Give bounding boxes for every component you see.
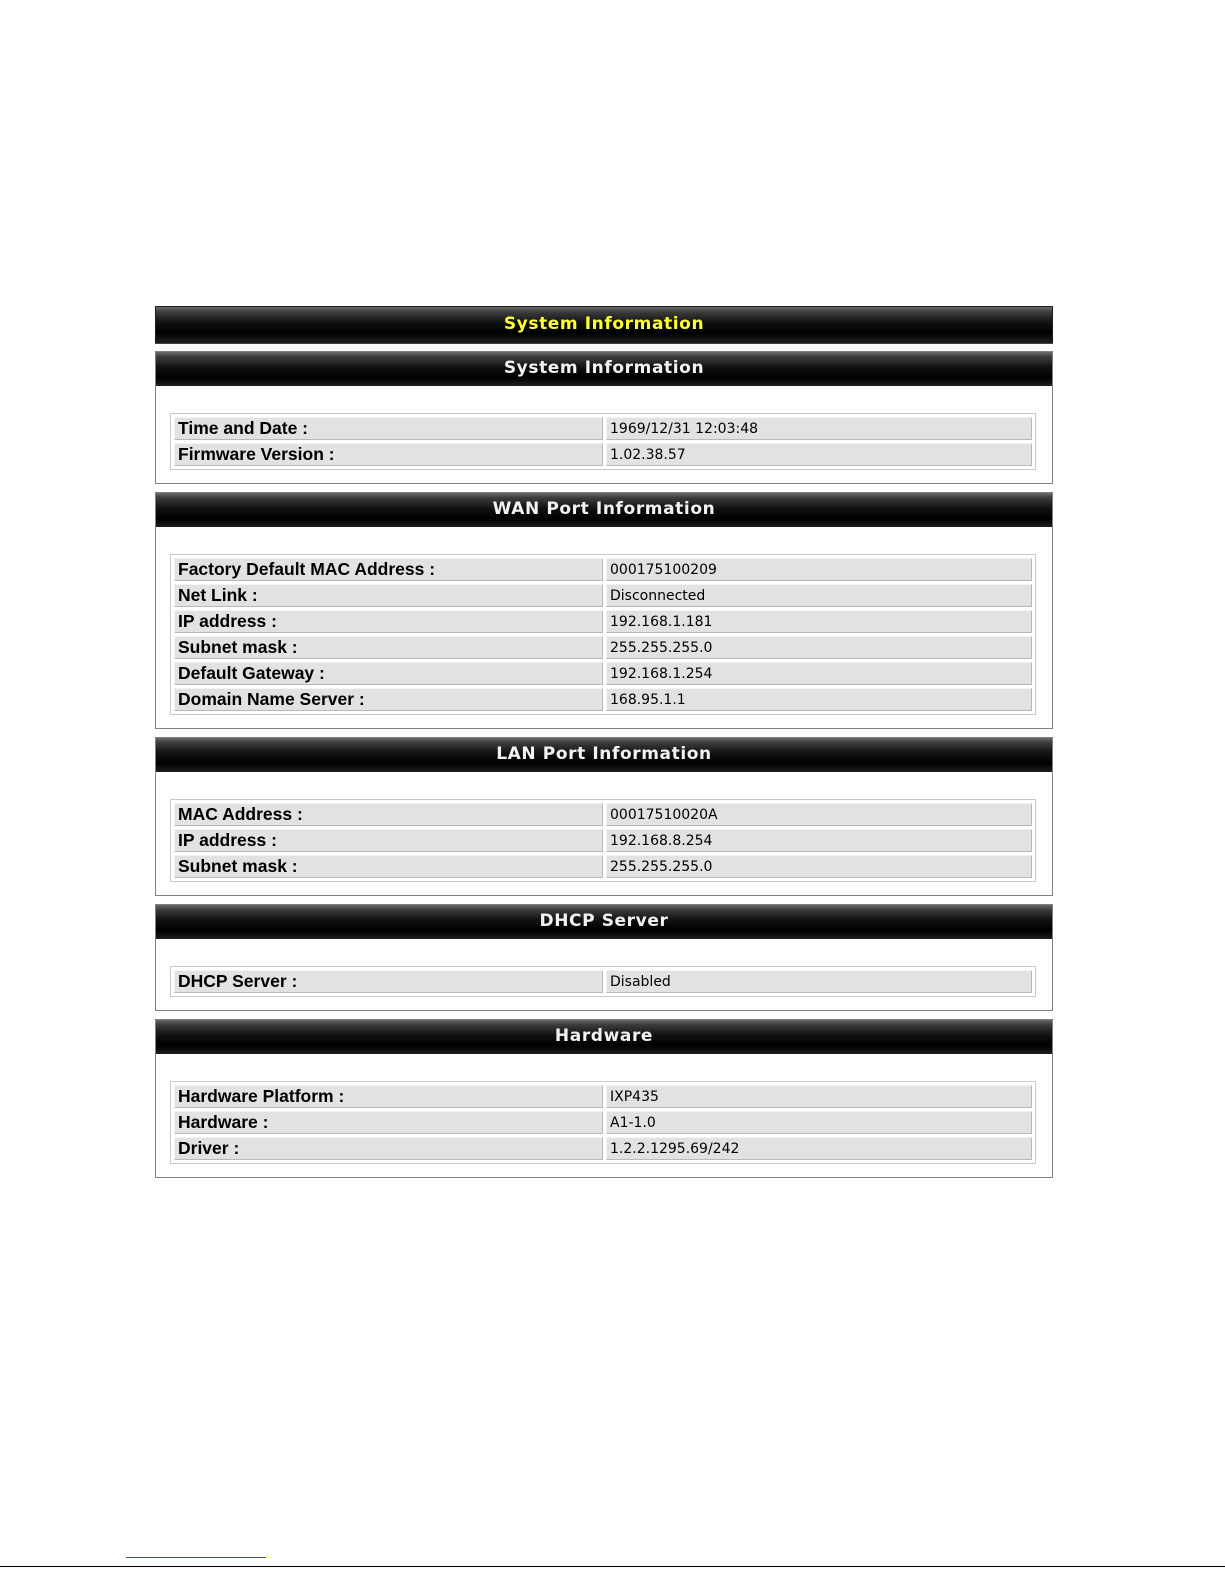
row-label: Default Gateway : [174,662,603,685]
page-title: System Information [155,306,1053,343]
row-value: 192.168.1.181 [606,610,1032,633]
section-title: Hardware [156,1020,1052,1054]
row-label: Domain Name Server : [174,688,603,711]
section-lan-port-information [155,737,1053,896]
row-label: Driver : [174,1137,603,1160]
section-title: LAN Port Information [156,738,1052,772]
section-title: System Information [156,352,1052,386]
section-system-information [155,351,1053,484]
row-label: Factory Default MAC Address : [174,558,603,581]
table-row [174,855,1032,878]
row-value: 192.168.8.254 [606,829,1032,852]
row-label: IP address : [174,610,603,633]
table-row [174,970,1032,993]
section-hardware [155,1019,1053,1178]
row-label: IP address : [174,829,603,852]
section-title: DHCP Server [156,905,1052,939]
row-label: Subnet mask : [174,636,603,659]
info-table [170,1081,1036,1164]
table-row [174,417,1032,440]
row-value: 1.02.38.57 [606,443,1032,466]
table-row [174,662,1032,685]
table-row [174,1111,1032,1134]
row-label: Time and Date : [174,417,603,440]
info-table [170,413,1036,470]
table-row [174,558,1032,581]
row-label: DHCP Server : [174,970,603,993]
info-table [170,966,1036,997]
row-value: 1969/12/31 12:03:48 [606,417,1032,440]
table-row [174,636,1032,659]
table-row [174,803,1032,826]
table-row [174,1137,1032,1160]
row-value: Disconnected [606,584,1032,607]
row-value: A1-1.0 [606,1111,1032,1134]
row-value: 1.2.2.1295.69/242 [606,1137,1032,1160]
table-row [174,688,1032,711]
row-label: Subnet mask : [174,855,603,878]
row-label: MAC Address : [174,803,603,826]
row-label: Hardware : [174,1111,603,1134]
row-value: 255.255.255.0 [606,855,1032,878]
row-value: Disabled [606,970,1032,993]
row-value: IXP435 [606,1085,1032,1108]
row-value: 192.168.1.254 [606,662,1032,685]
row-label: Hardware Platform : [174,1085,603,1108]
section-dhcp-server [155,904,1053,1011]
table-row [174,1085,1032,1108]
row-value: 255.255.255.0 [606,636,1032,659]
row-label: Firmware Version : [174,443,603,466]
table-row [174,829,1032,852]
row-value: 00017510020A [606,803,1032,826]
table-row [174,584,1032,607]
table-row [174,443,1032,466]
table-row [174,610,1032,633]
system-information-panel [155,306,1053,1178]
section-wan-port-information [155,492,1053,729]
row-value: 000175100209 [606,558,1032,581]
footnote-link-underline [126,1557,266,1558]
page-divider [0,1566,1225,1567]
row-value: 168.95.1.1 [606,688,1032,711]
section-title: WAN Port Information [156,493,1052,527]
info-table [170,554,1036,715]
row-label: Net Link : [174,584,603,607]
info-table [170,799,1036,882]
